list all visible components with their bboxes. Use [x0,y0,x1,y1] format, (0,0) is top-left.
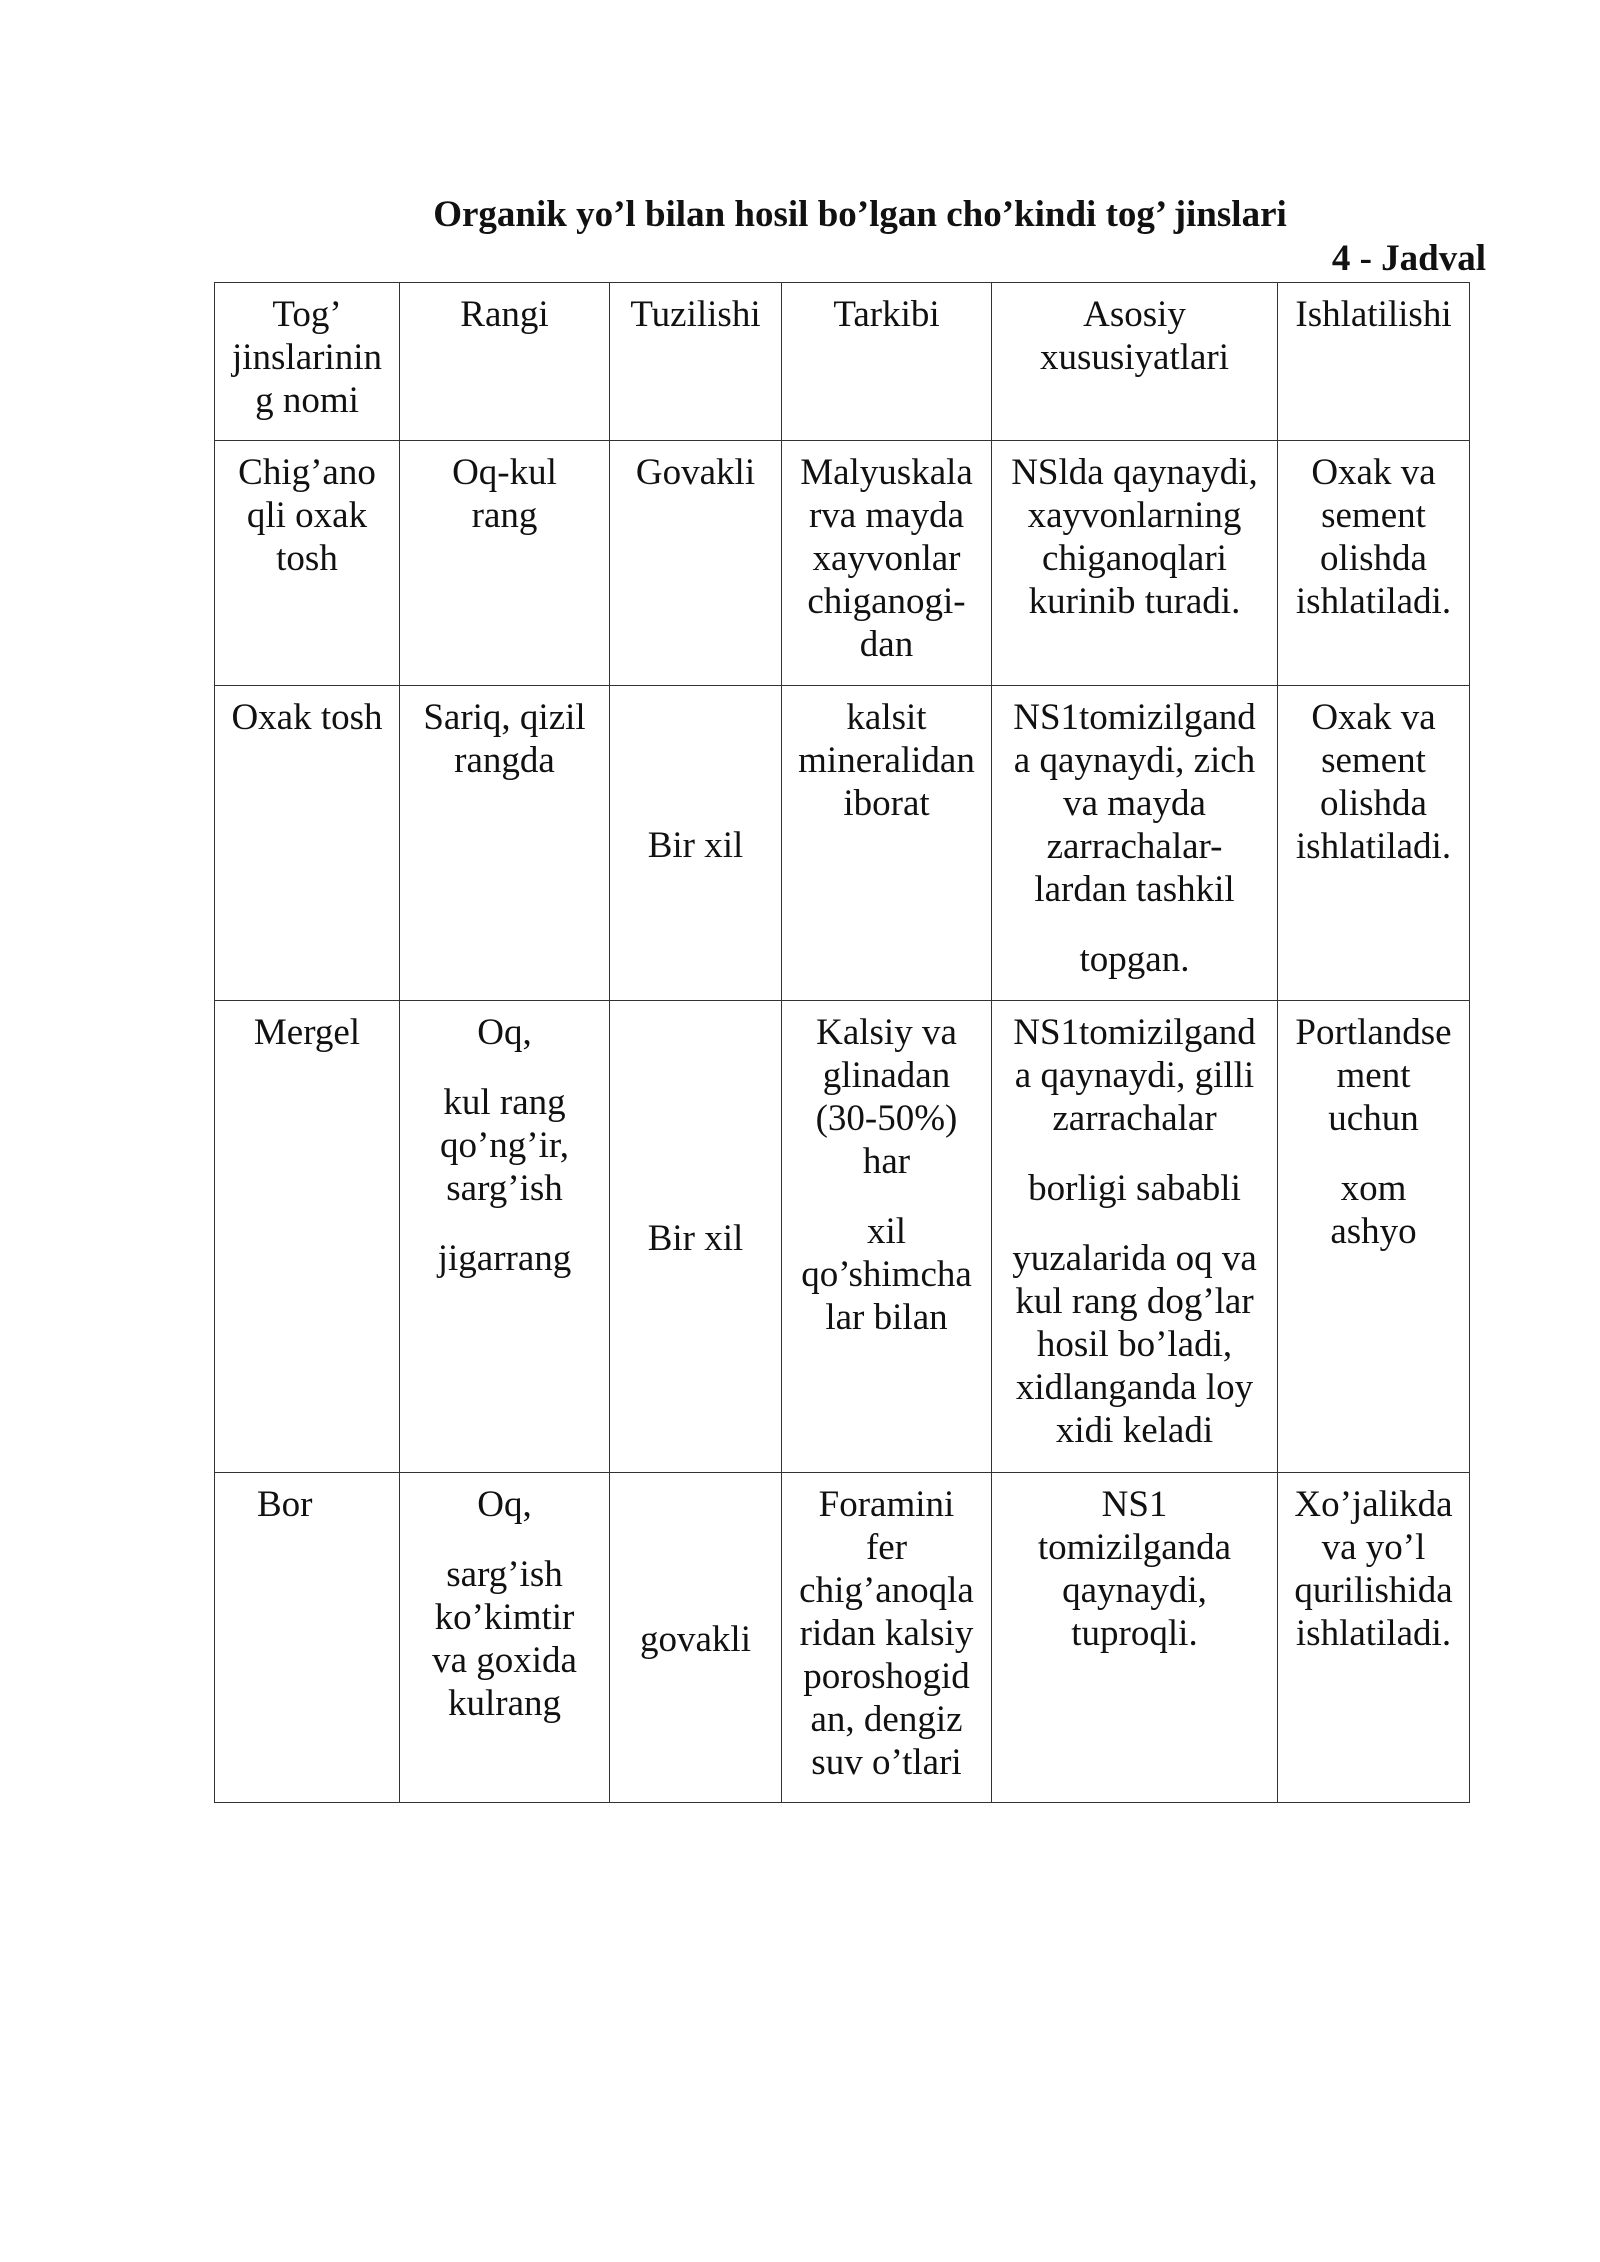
header-composition: Tarkibi [782,283,992,441]
cell-composition: kalsit mineralidan iborat [782,686,992,1001]
cell-color: Sariq, qizil rangda [400,686,610,1001]
cell-structure: Bir xil [610,686,782,1001]
table-row [215,686,1470,1001]
cell-structure: govakli [610,1473,782,1803]
cell-usage: Oxak va sement olishda ishlatiladi. [1278,686,1470,1001]
table-number: 4 - Jadval [1331,238,1486,279]
cell-properties: NS1tomizilgand a qaynaydi, zich va mayda zarrachalar- lardan tashkil topgan. [992,686,1278,1001]
header-name: Tog’ jinslarinin g nomi [215,283,400,441]
cell-color: Oq-kul rang [400,441,610,686]
table-header-row [215,283,1470,441]
cell-usage: Portlandse ment uchun xom ashyo [1278,1001,1470,1473]
header-structure: Tuzilishi [610,283,782,441]
cell-name: Bor [215,1473,400,1803]
cell-properties: NS1 tomizilganda qaynaydi, tuproqli. [992,1473,1278,1803]
cell-usage: Xo’jalikda va yo’l qurilishida ishlatiladi. [1278,1473,1470,1803]
cell-composition: Malyuskala rva mayda xayvonlar chiganogi- dan [782,441,992,686]
cell-color: Oq, kul rang qo’ng’ir, sarg’ish jigarrang [400,1001,610,1473]
cell-structure: Bir xil [610,1001,782,1473]
table-row [215,1473,1470,1803]
cell-color: Oq, sarg’ish ko’kimtir va goxida kulrang [400,1473,610,1803]
cell-name: Oxak tosh [215,686,400,1001]
cell-usage: Oxak va sement olishda ishlatiladi. [1278,441,1470,686]
header-properties: Asosiy xususiyatlari [992,283,1278,441]
cell-name: Mergel [215,1001,400,1473]
table-row [215,441,1470,686]
cell-composition: Foramini fer chig’anoqla ridan kalsiy poroshogid an, dengiz suv o’tlari [782,1473,992,1803]
cell-composition: Kalsiy va glinadan (30-50%) har xil qo’shimcha lar bilan [782,1001,992,1473]
cell-name: Chig’ano qli oxak tosh [215,441,400,686]
header-usage: Ishlatilishi [1278,283,1470,441]
cell-properties: NSlda qaynaydi, xayvonlarning chiganoqlari kurinib turadi. [992,441,1278,686]
header-color: Rangi [400,283,610,441]
cell-structure: Govakli [610,441,782,686]
table-title: Organik yo’l bilan hosil bo’lgan cho’kindi tog’ jinslari [433,194,1287,235]
cell-properties: NS1tomizilgand a qaynaydi, gilli zarrachalar borligi sababli yuzalarida oq va kul rang dog’lar hosil bo’ladi, xidlanganda loy xidi keladi [992,1001,1278,1473]
rocks-table [214,282,1470,1803]
table-row [215,1001,1470,1473]
